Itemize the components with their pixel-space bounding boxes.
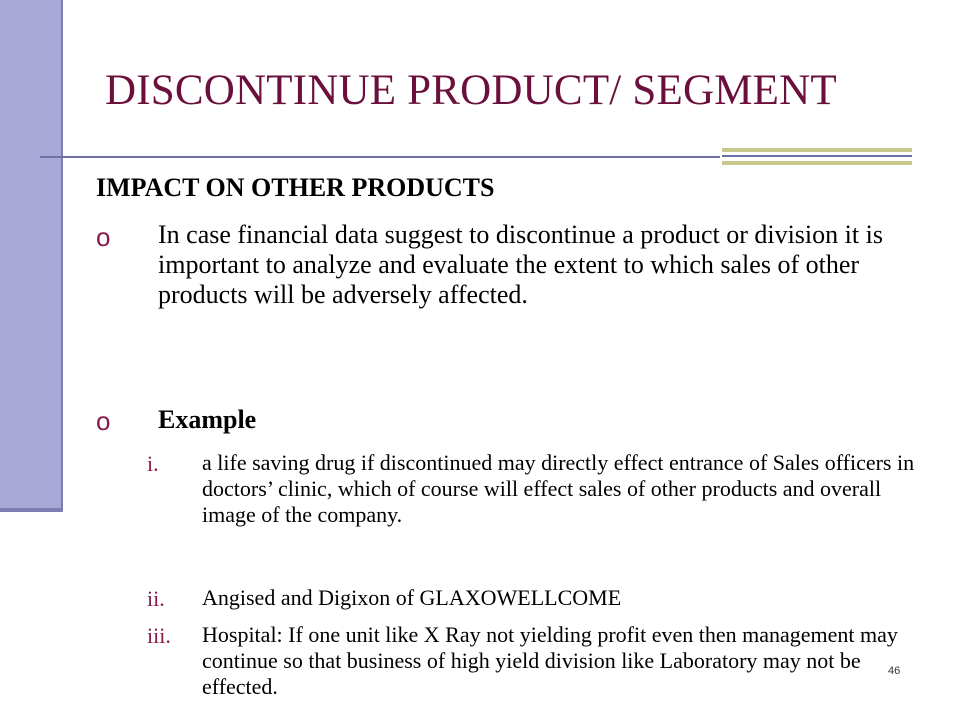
sub-point-marker: iii. [147, 623, 171, 648]
sub-point-marker: ii. [147, 586, 165, 611]
title-divider-line [40, 156, 720, 158]
bullet-marker: o [96, 406, 111, 436]
point-text: In case financial data suggest to discontinue a product or division it is important to analyze and evaluate the extent to which sales of other products will be adversely affected. [158, 220, 883, 309]
page-number: 46 [888, 665, 901, 677]
bullet-marker: o [96, 222, 111, 252]
sub-point-text: Hospital: If one unit like X Ray not yielding profit even then management may continue so that business of high yield division like Laboratory may not be effected. [202, 622, 898, 699]
side-accent-bar [0, 0, 63, 512]
example-heading: Example [158, 405, 257, 434]
sub-point-text: a life saving drug if discontinued may directly effect entrance of Sales officers in doctors’ clinic, which of course will effect sales of other products and overall image of the company. [202, 450, 915, 527]
sub-point-marker: i. [147, 451, 159, 476]
sub-point-text: Angised and Digixon of GLAXOWELLCOME [202, 585, 622, 610]
section-heading: IMPACT ON OTHER PRODUCTS [96, 173, 495, 202]
title-divider-accent [722, 148, 912, 165]
slide-title: DISCONTINUE PRODUCT/ SEGMENT [105, 67, 837, 114]
